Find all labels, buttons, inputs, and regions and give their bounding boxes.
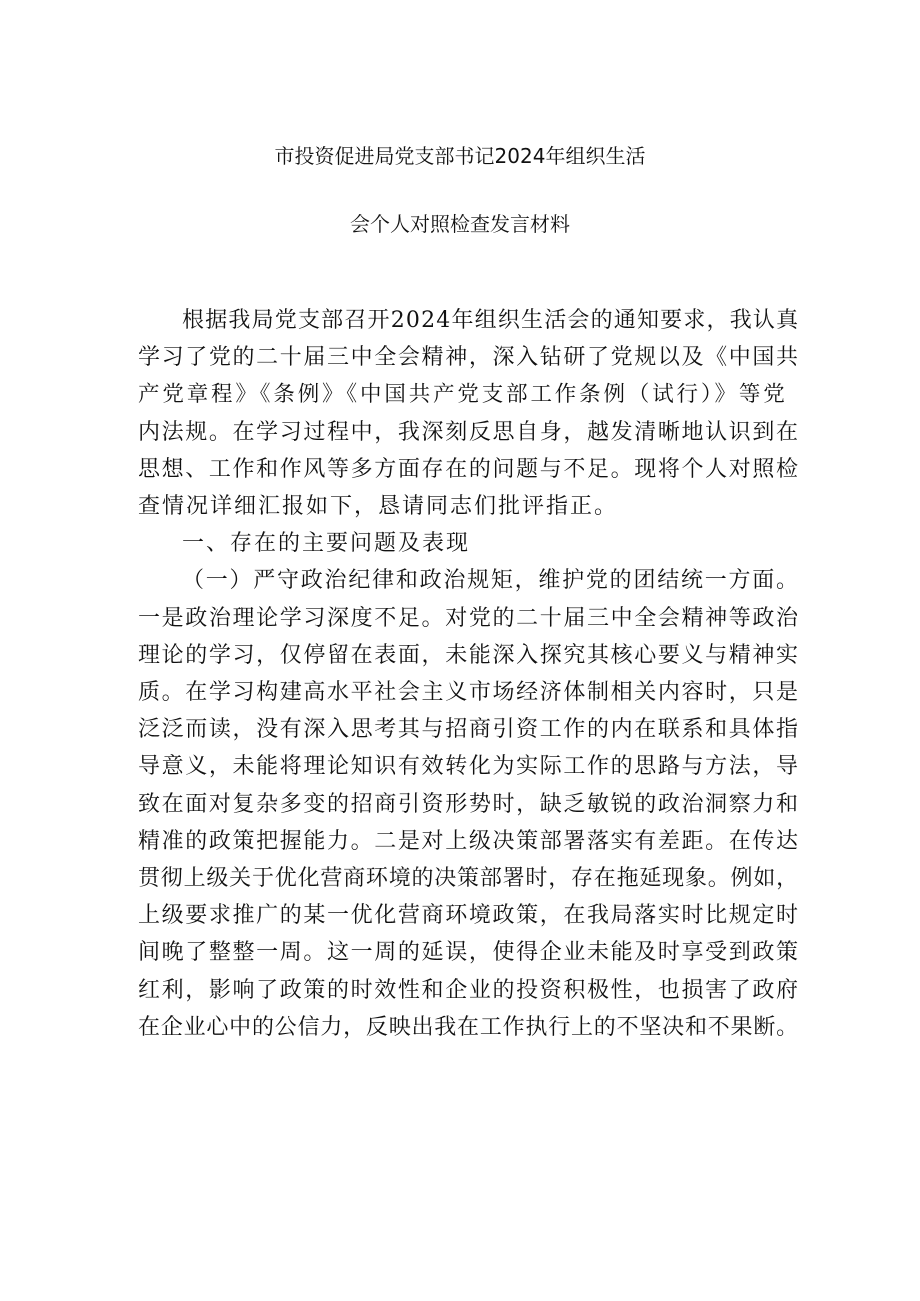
paragraph-line: 查情况详细汇报如下，恳请同志们批评指正。 [138, 494, 619, 519]
paragraph-line: 红利，影响了政策的时效性和企业的投资积极性，也损害了政府 [138, 977, 800, 1003]
document-title-line-2: 会个人对照检查发言材料 [350, 212, 570, 236]
paragraph-line: （一）严守政治纪律和政治规矩，维护党的团结统一方面。 [182, 568, 800, 594]
paragraph-line: 间晚了整整一周。这一周的延误，使得企业未能及时享受到政策 [138, 940, 800, 966]
paragraph-line: 内法规。在学习过程中，我深刻反思自身，越发清晰地认识到在 [138, 419, 800, 445]
paragraph-line: 思想、工作和作风等多方面存在的问题与不足。现将个人对照检 [138, 456, 800, 482]
paragraph-line: 在企业心中的公信力，反映出我在工作执行上的不坚决和不果断。 [138, 1014, 799, 1040]
paragraph-line: 理论的学习，仅停留在表面，未能深入探究其核心要义与精神实 [138, 642, 800, 668]
document-title-line-1: 市投资促进局党支部书记2024年组织生活 [274, 144, 646, 168]
paragraph-line: 学习了党的二十届三中全会精神，深入钻研了党规以及《中国共 [138, 345, 800, 371]
paragraph-line: 上级要求推广的某一优化营商环境政策，在我局落实时比规定时 [138, 903, 800, 929]
paragraph-line: 贯彻上级关于优化营商环境的决策部署时，存在拖延现象。例如， [138, 866, 799, 891]
section-heading: 一、存在的主要问题及表现 [182, 531, 471, 557]
paragraph-line: 质。在学习构建高水平社会主义市场经济体制相关内容时，只是 [138, 680, 800, 705]
paragraph-line: 一是政治理论学习深度不足。对党的二十届三中全会精神等政治 [138, 605, 800, 631]
paragraph-line: 泛泛而读，没有深入思考其与招商引资工作的内在联系和具体指 [138, 717, 800, 743]
paragraph-line: 精准的政策把握能力。二是对上级决策部署落实有差距。在传达 [138, 828, 800, 854]
paragraph-line: 产党章程》《条例》《中国共产党支部工作条例（试行）》等党 [138, 382, 788, 408]
paragraph-line: 导意义，未能将理论知识有效转化为实际工作的思路与方法，导 [138, 754, 800, 780]
paragraph-line: 根据我局党支部召开2024年组织生活会的通知要求，我认真 [182, 308, 800, 333]
paragraph-line: 致在面对复杂多变的招商引资形势时，缺乏敏锐的政治洞察力和 [138, 791, 800, 817]
